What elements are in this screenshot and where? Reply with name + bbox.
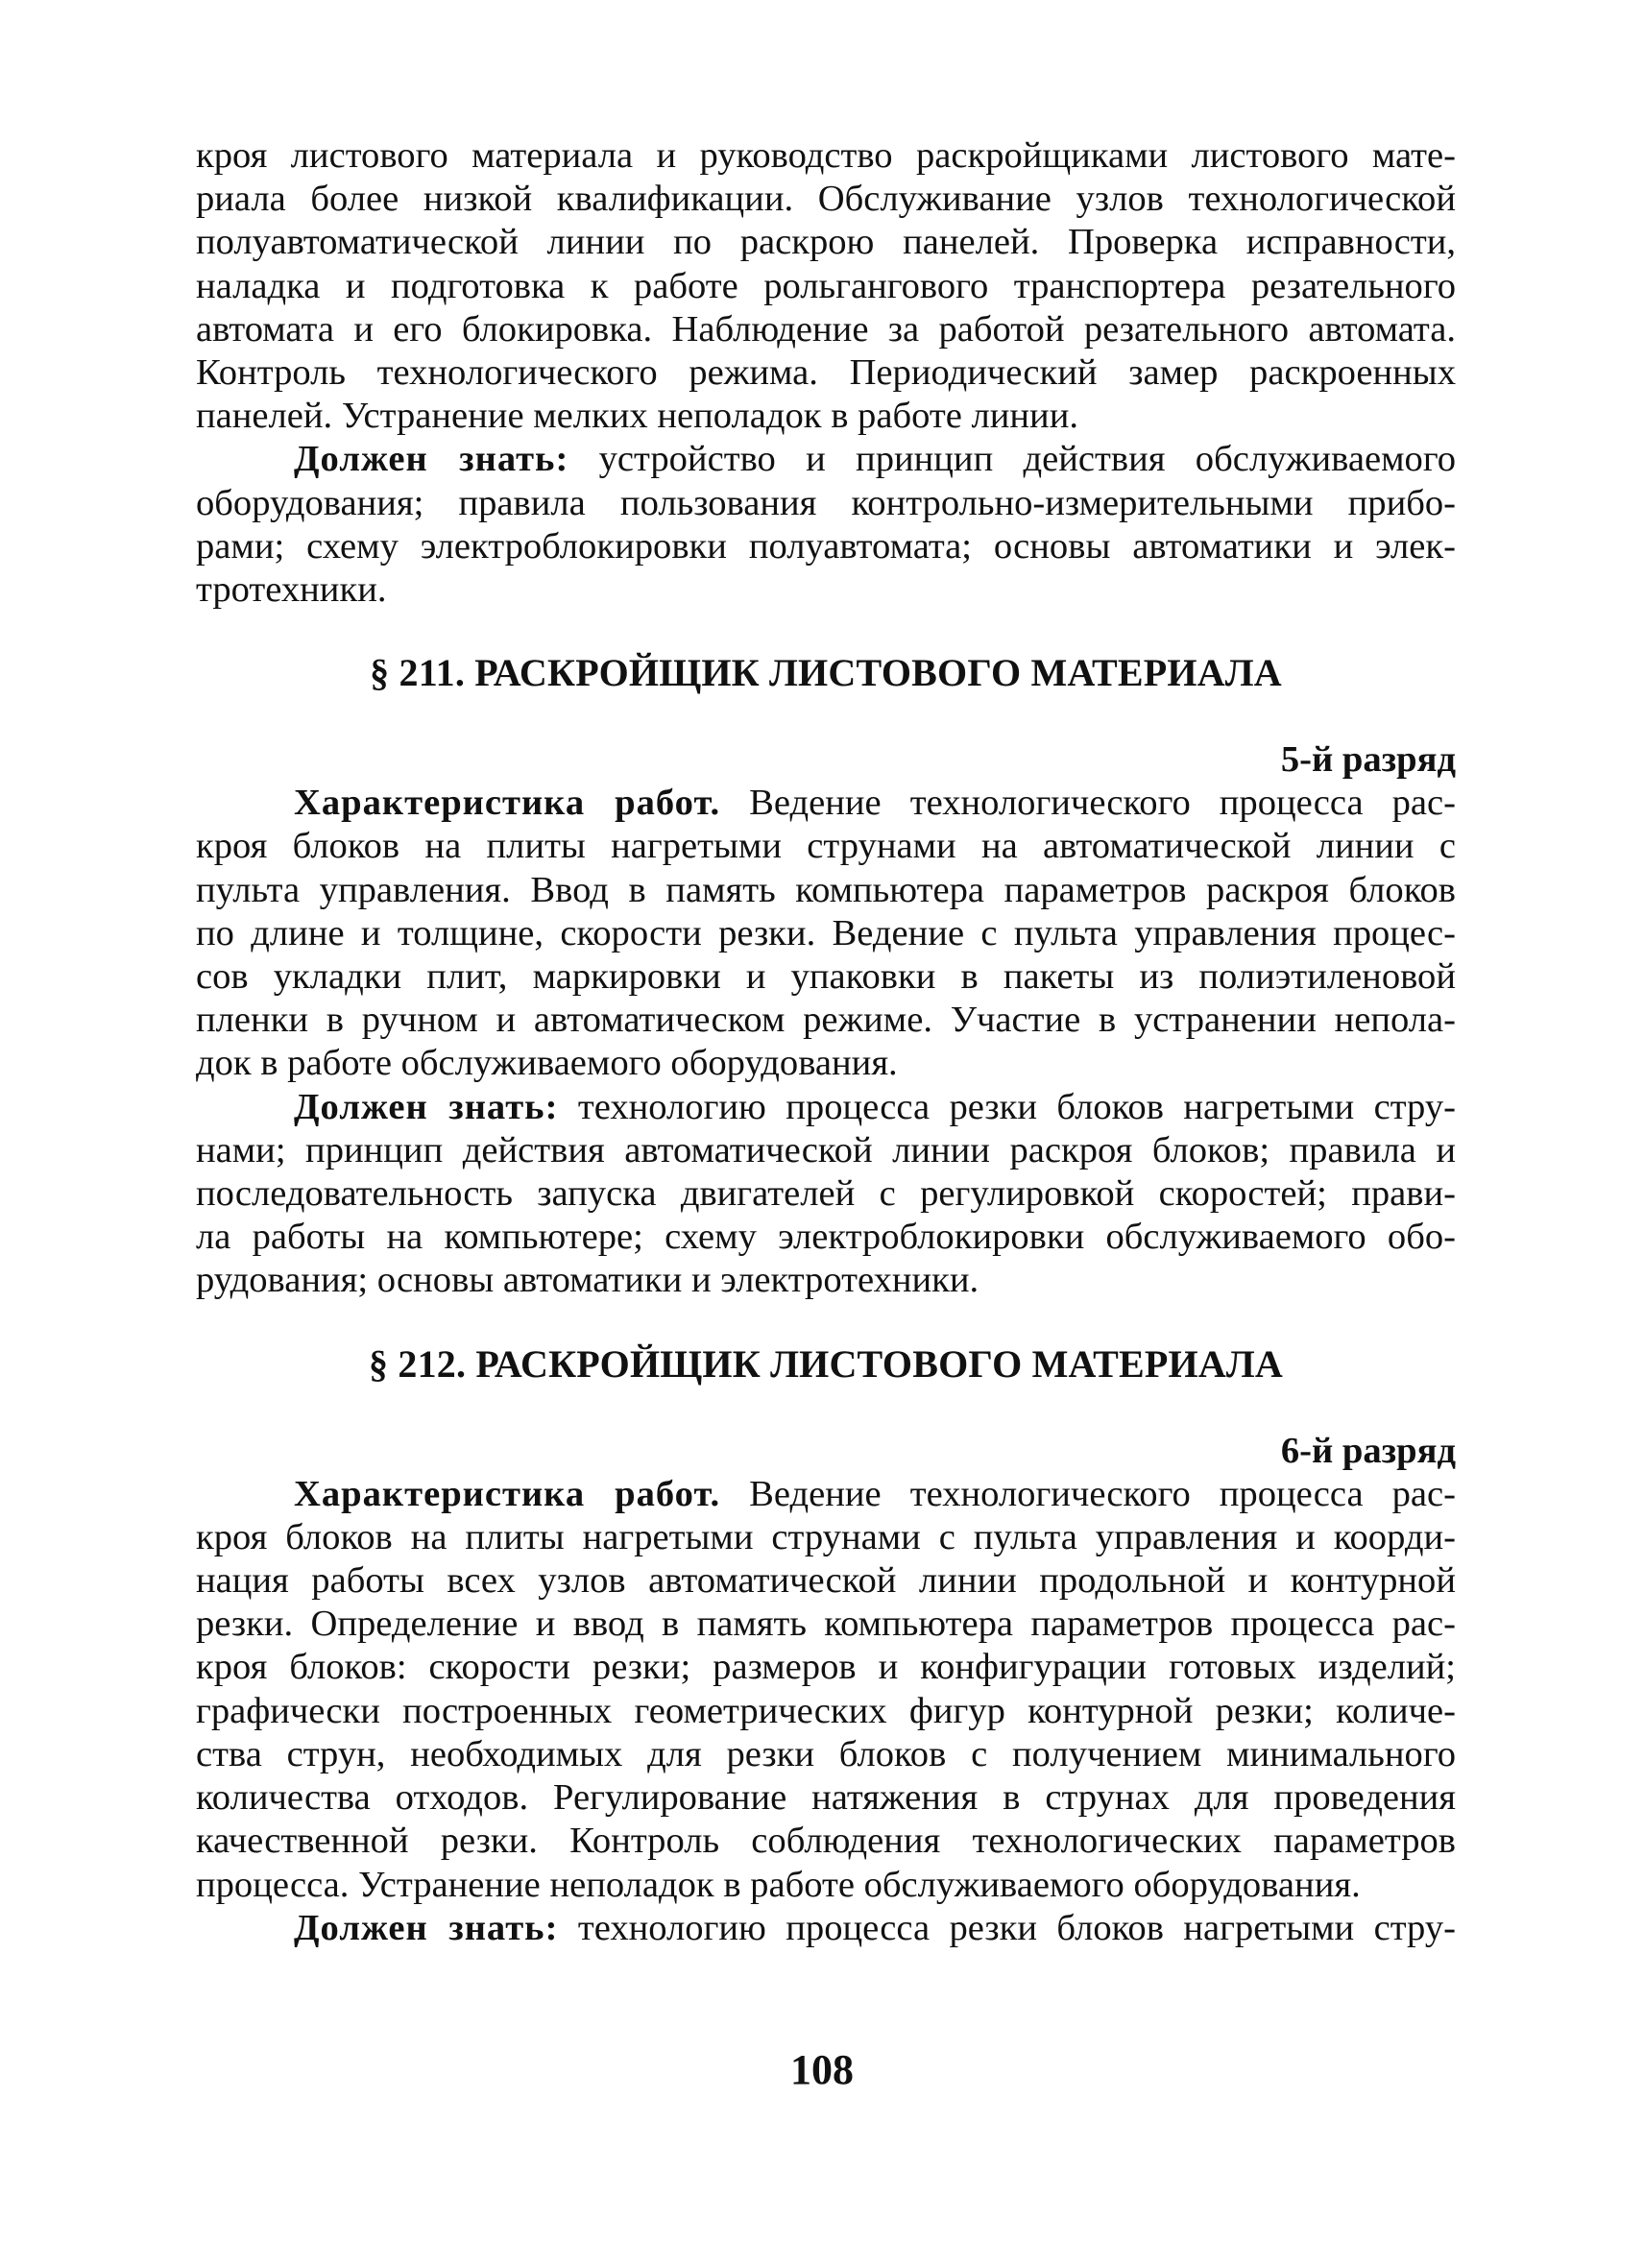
text-line: графически построенных геометрических фигур контурной резки; количе-	[196, 1690, 1456, 1731]
text-line: автомата и его блокировка. Наблюдение за работой резательного автомата.	[196, 308, 1456, 350]
text-segment: Ведение технологического процесса рас-	[720, 783, 1456, 824]
text-line: наладка и подготовка к работе рольгангового транспортера резательного	[196, 265, 1456, 306]
text-segment: устройство и принцип действия обслуживаемого	[568, 439, 1456, 480]
section-212-characteristics	[196, 1473, 1456, 1907]
text-line: последовательность запуска двигателей с регулировкой скоростей; прави-	[196, 1173, 1456, 1215]
text-line: пульта управления. Ввод в память компьютера параметров раскроя блоков	[196, 869, 1456, 910]
text-line	[196, 438, 1456, 481]
section-211-grade: 5-й разряд	[1280, 739, 1456, 781]
text-line: нация работы всех узлов автоматической линии продольной и контурной	[196, 1560, 1456, 1602]
section-212-grade: 6-й разряд	[1280, 1430, 1456, 1471]
text-segment: Ведение технологического процесса рас-	[720, 1473, 1456, 1514]
text-segment: технологию процесса резки блоков нагретыми стру-	[558, 1086, 1456, 1127]
text-line	[196, 1086, 1456, 1129]
knowledge-paragraph	[196, 438, 1456, 612]
text-line: качественной резки. Контроль соблюдения технологических параметров	[196, 1821, 1456, 1862]
text-line: количества отходов. Регулирование натяжения в струнах для проведения	[196, 1777, 1456, 1819]
section-212-heading: § 212. РАСКРОЙЩИК ЛИСТОВОГО МАТЕРИАЛА	[368, 1341, 1283, 1386]
text-line	[196, 782, 1456, 825]
page-content	[196, 134, 1456, 1950]
text-line: ла работы на компьютере; схему электроблокировки обслуживаемого обо-	[196, 1217, 1456, 1258]
text-line: процесса. Устранение неполадок в работе обслуживаемого оборудования.	[196, 1864, 1361, 1905]
text-line	[196, 1907, 1456, 1950]
characteristics-label: Характеристика работ.	[294, 1473, 721, 1514]
knowledge-label: Должен знать:	[294, 439, 569, 480]
text-line: риала более низкой квалификации. Обслуживание узлов технологической	[196, 179, 1456, 220]
text-line	[196, 1473, 1456, 1516]
text-line: рудования; основы автоматики и электротехники.	[196, 1260, 979, 1301]
text-line: оборудования; правила пользования контрольно-измерительными прибо-	[196, 482, 1456, 523]
text-line: Контроль технологического режима. Периодический замер раскроенных	[196, 352, 1456, 394]
text-line: пленки в ручном и автоматическом режиме. Участие в устранении непола-	[196, 1000, 1456, 1041]
text-line: панелей. Устранение мелких неполадок в работе линии.	[196, 396, 1078, 437]
text-line: нами; принцип действия автоматической линии раскроя блоков; правила и	[196, 1129, 1456, 1170]
text-line: кроя блоков на плиты нагретыми струнами с пульта управления и коорди-	[196, 1516, 1456, 1557]
text-line: полуавтоматической линии по раскрою панелей. Проверка исправности,	[196, 222, 1456, 263]
text-line: резки. Определение и ввод в память компьютера параметров процесса рас-	[196, 1604, 1456, 1645]
text-line: кроя блоков: скорости резки; размеров и конфигурации готовых изделий;	[196, 1647, 1456, 1688]
section-211-knowledge	[196, 1086, 1456, 1303]
continued-paragraph	[196, 134, 1456, 438]
characteristics-label: Характеристика работ.	[294, 783, 721, 824]
text-line: по длине и толщине, скорости резки. Ведение с пульта управления процес-	[196, 912, 1456, 953]
page-number: 108	[790, 2046, 854, 2093]
text-line: кроя листового материала и руководство раскройщиками листового мате-	[196, 135, 1456, 176]
text-line: док в работе обслуживаемого оборудования.	[196, 1043, 898, 1084]
knowledge-label: Должен знать:	[294, 1086, 559, 1127]
text-line: ства струн, необходимых для резки блоков с получением минимального	[196, 1733, 1456, 1774]
text-segment: технологию процесса резки блоков нагретыми стру-	[558, 1907, 1456, 1948]
section-212-knowledge	[196, 1907, 1456, 1950]
section-211-heading: § 211. РАСКРОЙЩИК ЛИСТОВОГО МАТЕРИАЛА	[370, 651, 1282, 695]
section-211-characteristics	[196, 782, 1456, 1085]
text-line: рами; схему электроблокировки полуавтомата; основы автоматики и элек-	[196, 525, 1456, 567]
text-line: кроя блоков на плиты нагретыми струнами на автоматической линии с	[196, 826, 1456, 867]
knowledge-label: Должен знать:	[294, 1907, 559, 1948]
text-line: тротехники.	[196, 569, 387, 611]
text-line: сов укладки плит, маркировки и упаковки в пакеты из полиэтиленовой	[196, 956, 1456, 998]
